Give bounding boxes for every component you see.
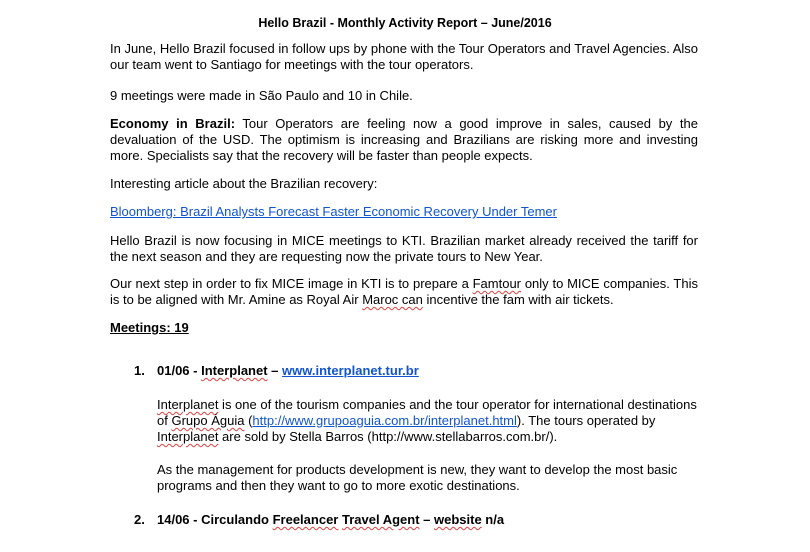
famtour-word: Famtour [472,276,522,291]
item-2-website-label: website [434,512,482,527]
interplanet-word-2: Interplanet [157,429,219,444]
item-1-date: 01/06 - [157,363,202,378]
item-2-number: 2. [134,512,145,527]
item-1-note: As the management for products development is new, they want to develop the most basic programs and then they want to go to more exotic destinations. [157,462,678,493]
item-1-company: Interplanet [201,363,268,378]
intro-paragraph: In June, Hello Brazil focused in follow ups by phone with the Tour Operators and Travel Agencies. Also our team went to Santiago for meetings with the tour operators. [110,41,698,72]
article-intro: Interesting article about the Brazilian recovery: [110,176,378,191]
maroc-can-words: Maroc can [362,292,423,307]
travel-agent-words: Travel Agent [341,512,420,527]
mice-paragraph: Hello Brazil is now focusing in MICE meetings to KTI. Brazilian market already received the tariff for the next season and they are requesting now the private tours to New Year. [110,233,698,264]
article-link-paragraph [110,204,698,220]
next-step-text-a: Our next step in order to fix MICE image in KTI is to prepare a [110,276,473,291]
next-step-text-c: incentive the fam with air tickets. [422,292,614,307]
item-1-desc-d: are sold by Stella Barros (http://www.stellabarros.com.br/). [218,429,558,444]
item-2-na: n/a [481,512,505,527]
bloomberg-article-link[interactable]: Bloomberg: Brazil Analysts Forecast Faster Economic Recovery Under Temer [110,204,557,219]
next-step-paragraph [110,276,698,308]
interplanet-word: Interplanet [157,397,219,412]
item-1-desc-c: ). The tours operated by [516,413,656,428]
item-2-date: 14/06 - Circulando [157,512,273,527]
item-1-description [157,397,697,445]
grupo-aguia-link[interactable]: http://www.grupoaguia.com.br/interplanet.html [252,413,517,428]
freelancer-word: Freelancer [272,512,339,527]
item-2-separator: – [419,512,434,527]
item-1-website-link[interactable]: www.interplanet.tur.br [282,363,419,378]
meetings-count-paragraph: 9 meetings were made in São Paulo and 10 in Chile. [110,88,413,103]
item-2-heading [157,512,504,528]
grupo-aguia-words: Grupo Águia [171,413,245,428]
next-step-text-b: only to MICE companies. This is to be aligned with Mr. Amine as Royal Air [110,276,698,307]
meetings-header: Meetings: 19 [110,320,189,335]
item-1-number: 1. [134,363,145,378]
economy-paragraph [110,116,698,164]
economy-text: Tour Operators are feeling now a good improve in sales, caused by the devaluation of the USD. The optimism is increasing and Brazilians are risking more and investing more. Specialists say that the recovery will be faster than people expects. [110,116,698,163]
item-1-heading [157,363,419,379]
item-1-separator: – [267,363,283,378]
item-1-desc-b: ( [244,413,253,428]
item-1-desc-a: is one of the tourism companies and the tour operator for international destinations of [157,397,697,428]
report-title: Hello Brazil - Monthly Activity Report – June/2016 [258,16,552,30]
economy-label: Economy in Brazil: [110,116,236,131]
